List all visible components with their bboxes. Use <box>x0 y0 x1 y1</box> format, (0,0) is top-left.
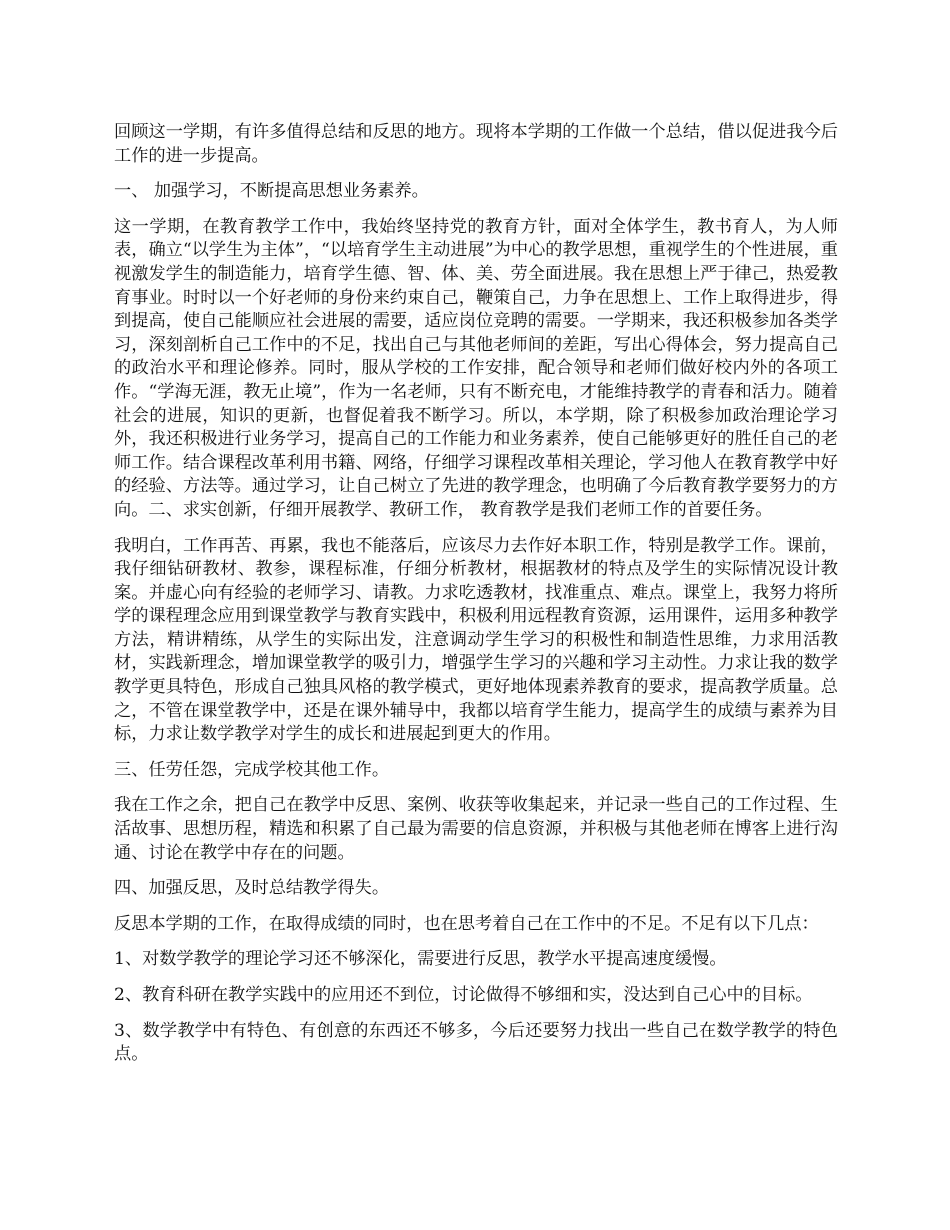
section-4-paragraph: 反思本学期的工作，在取得成绩的同时，也在思考着自己在工作中的不足。不足有以下几点： <box>114 913 819 934</box>
document-body <box>114 121 838 1079</box>
section-heading-4: 四、加强反思，及时总结教学得失。 <box>114 878 390 899</box>
section-heading-3: 三、任劳任怨，完成学校其他工作。 <box>114 759 390 780</box>
section-3-paragraph: 我在工作之余，把自己在教学中反思、案例、收获等收集起来，并记录一些自己的工作过程、生活故事、思想历程，精选和积累了自己最为需要的信息资源，并积极与其他老师在博客上进行沟通、讨论在教学中存在的问题。 <box>114 795 838 863</box>
intro-paragraph: 回顾这一学期，有许多值得总结和反思的地方。现将本学期的工作做一个总结，借以促进我今后工作的进一步提高。 <box>114 122 838 166</box>
shortcoming-item-1: 1、对数学教学的理论学习还不够深化，需要进行反思，教学水平提高速度缓慢。 <box>114 949 727 970</box>
section-1-paragraph: 这一学期，在教育教学工作中，我始终坚持党的教育方针，面对全体学生，教书育人，为人师表，确立“以学生为主体”，“以培育学生主动进展”为中心的教学思想，重视学生的个性进展，重视激发学生的制造能力，培育学生德、智、体、美、劳全面进展。我在思想上严于律己，热爱教育事业。时时以一个好老师的身份来约束自己，鞭策自己，力争在思想上、工作上取得进步，得到提高，使自己能顺应社会进展的需要，适应岗位竞聘的需要。一学期来，我还积极参加各类学习，深刻剖析自己工作中的不足，找出自己与其他老师间的差距，写出心得体会，努力提高自己的政治水平和理论修养。同时，服从学校的工作安排，配合领导和老师们做好校内外的各项工作。“学海无涯，教无止境”，作为一名老师，只有不断充电，才能维持教学的青春和活力。随着社会的进展，知识的更新，也督促着我不断学习。所以，本学期，除了积极参加政治理论学习外，我还积极进行业务学习，提高自己的工作能力和业务素养，使自己能够更好的胜任自己的老师工作。结合课程改革利用书籍、网络，仔细学习课程改革相关理论，学习他人在教育教学中好的经验、方法等。通过学习，让自己树立了先进的教学理念，也明确了今后教育教学要努力的方向。二、求实创新，仔细开展教学、教研工作， 教育教学是我们老师工作的首要任务。 <box>114 216 838 520</box>
section-2-paragraph: 我明白，工作再苦、再累，我也不能落后，应该尽力去作好本职工作，特别是教学工作。课前，我仔细钻研教材、教参，课程标准，仔细分析教材，根据教材的特点及学生的实际情况设计教案。并虚心向有经验的老师学习、请教。力求吃透教材，找准重点、难点。课堂上，我努力将所学的课程理念应用到课堂教学与教育实践中，积极利用远程教育资源，运用课件，运用多种教学方法，精讲精练，从学生的实际出发，注意调动学生学习的积极性和制造性思维，力求用活教材，实践新理念，增加课堂教学的吸引力，增强学生学习的兴趣和学习主动性。力求让我的数学教学更具特色，形成自己独具风格的教学模式，更好地体现素养教育的要求，提高教学质量。总之，不管在课堂教学中，还是在课外辅导中，我都以培育学生能力，提高学生的成绩与素养为目标，力求让数学教学对学生的成长和进展起到更大的作用。 <box>114 535 838 745</box>
section-heading-1: 一、 加强学习，不断提高思想业务素养。 <box>114 181 429 202</box>
shortcoming-item-3: 3、数学教学中有特色、有创意的东西还不够多，今后还要努力找出一些自己在数学教学的特色点。 <box>114 1020 838 1065</box>
shortcoming-item-2: 2、教育科研在教学实践中的应用还不到位，讨论做得不够细和实，没达到自己心中的目标。 <box>114 985 813 1005</box>
